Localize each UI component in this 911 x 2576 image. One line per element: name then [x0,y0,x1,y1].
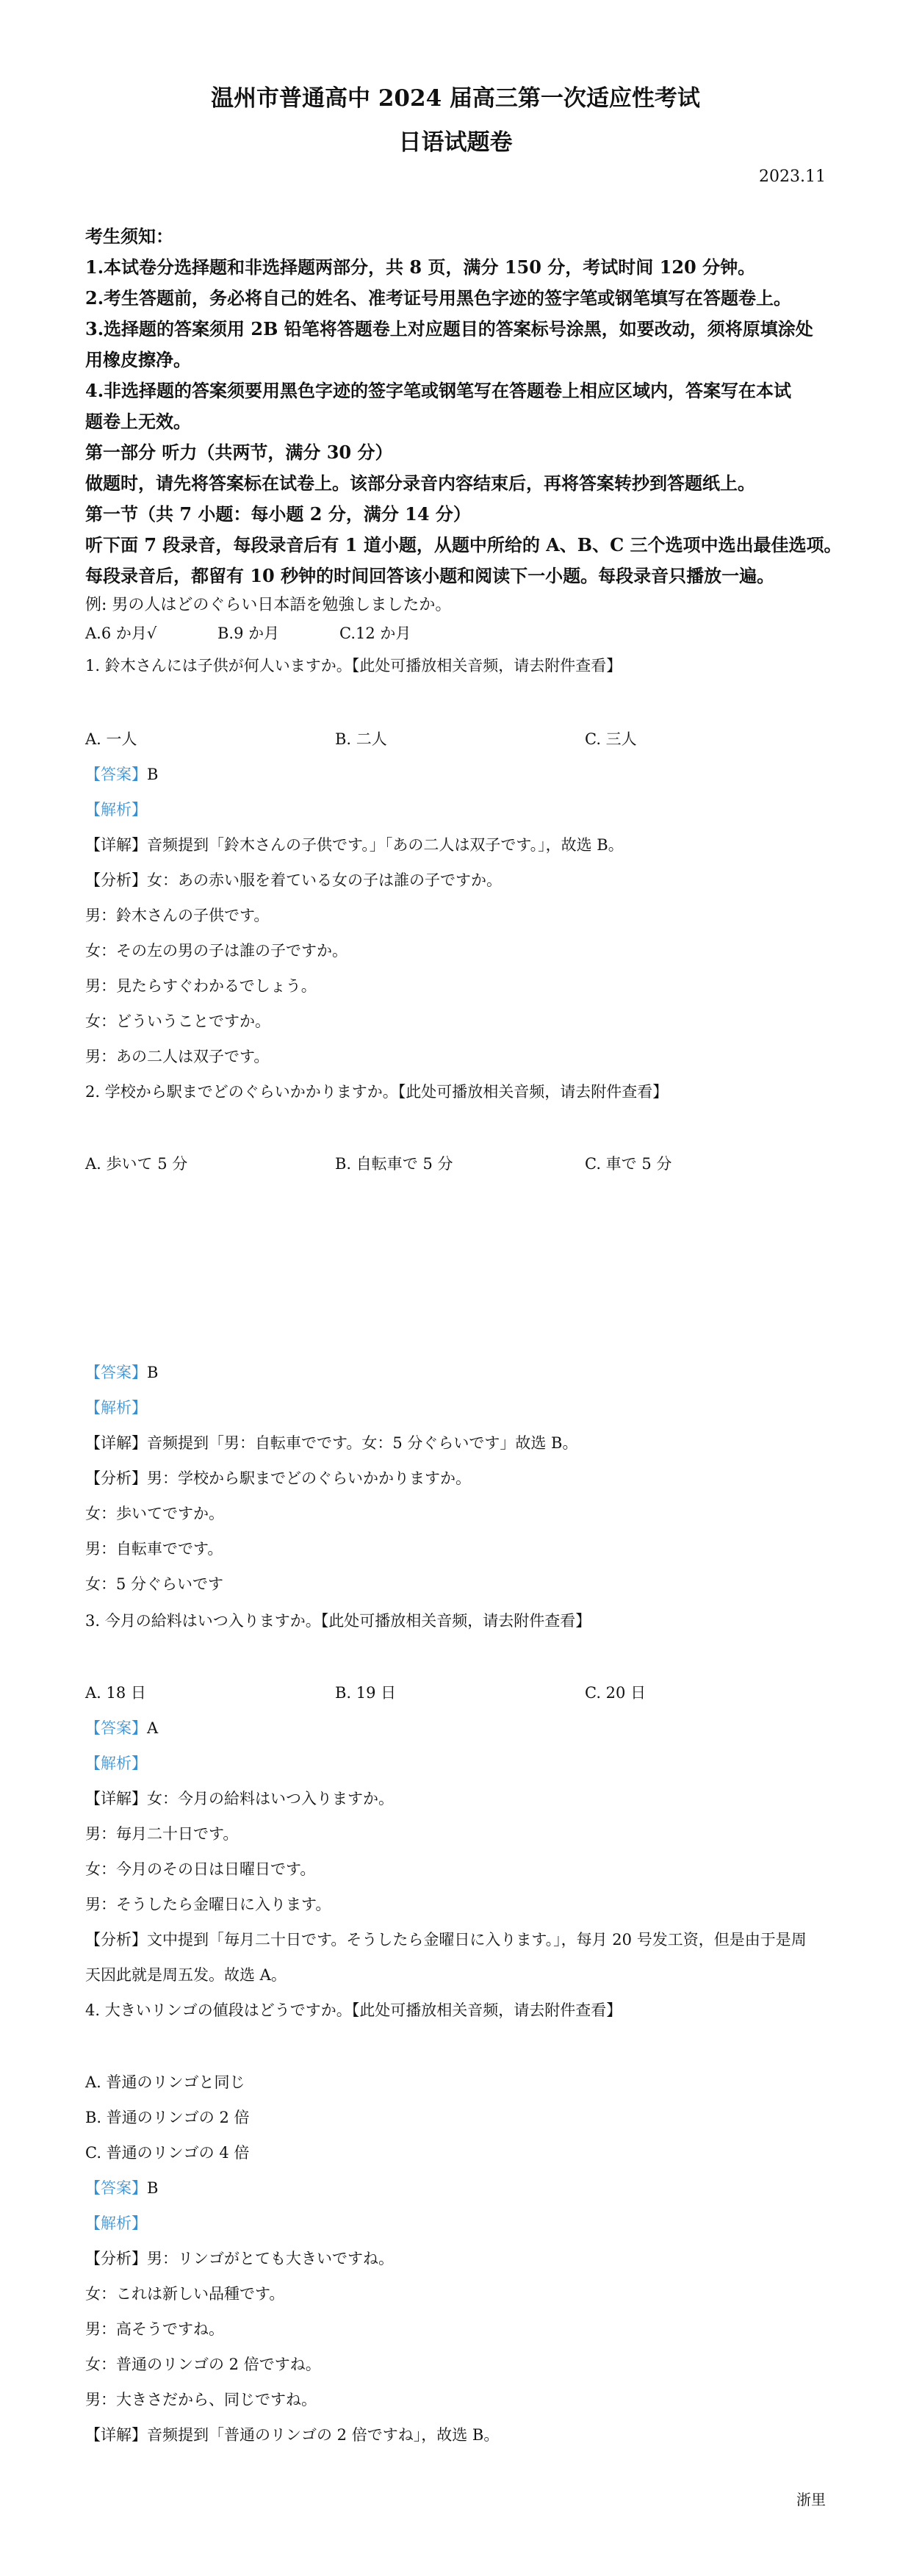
question-3: 3. 今月の給料はいつ入りますか。【此处可播放相关音频，请去附件查看】 [85,1612,591,1630]
notice-line: 用橡皮擦净。 [85,349,191,370]
section-heading: 第一部分 听力（共两节，满分 30 分） [85,442,393,463]
notice-line: 3.选择题的答案须用 2B 铅笔将答题卷上对应题目的答案标号涂黑，如要改动，须将原填涂处 [85,318,813,339]
answer-value: A [147,1719,159,1737]
q4-option-b: B. 普通のリンゴの 2 倍 [85,2109,250,2126]
q1-explanation-line: 【分析】女：あの赤い服を着ている女の子は誰の子ですか。 [85,871,502,889]
q1-explanation-line: 【详解】音频提到「鈴木さんの子供です。」「あの二人は双子です。」，故选 B。 [85,836,624,854]
q3-explanation-line: 男：毎月二十日です。 [85,1825,239,1843]
q3-analysis-tag: 【解析】 [85,1755,147,1772]
q2-explanation-line: 【分析】男：学校から駅までどのぐらいかかりますか。 [85,1469,471,1487]
q2-answer [85,1361,158,1383]
q3-explanation-line: 女：今月のその日は日曜日です。 [85,1860,316,1878]
q4-answer [85,2176,158,2198]
q3-explanation-line: 【详解】女：今月の給料はいつ入りますか。 [85,1790,394,1807]
page-footer: 浙里 [796,2491,826,2508]
q4-option-a: A. 普通のリンゴと同じ [85,2073,245,2091]
subsection-heading: 第一节（共 7 小题：每小题 2 分，满分 14 分） [85,503,471,525]
notice-line: 题卷上无效。 [85,411,191,432]
answer-value: B [147,1364,159,1381]
q2-explanation-line: 【详解】音频提到「男：自転車でです。女：5 分ぐらいです」故选 B。 [85,1434,578,1452]
q1-explanation-line: 男：見たらすぐわかるでしょう。 [85,977,317,995]
example-option-b: B.9 か月 [217,625,280,642]
q1-explanation-line: 女：その左の男の子は誰の子ですか。 [85,942,348,960]
q4-explanation-line: 男：高そうですね。 [85,2320,224,2338]
answer-value: B [147,766,159,783]
answer-tag: 【答案】 [85,1719,147,1737]
q3-explanation-line: 男：そうしたら金曜日に入ります。 [85,1896,331,1913]
answer-value: B [147,2179,159,2197]
q1-option-a: A. 一人 [85,730,137,748]
q1-answer [85,763,158,785]
question-1: 1. 鈴木さんには子供が何人いますか。【此处可播放相关音频，请去附件查看】 [85,657,622,674]
q1-explanation-line: 男：あの二人は双子です。 [85,1048,270,1065]
notice-line: 做题时，请先将答案标在试卷上。该部分录音内容结束后，再将答案转抄到答题纸上。 [85,472,755,494]
answer-tag: 【答案】 [85,766,147,783]
q4-explanation-line: 女：これは新しい品種です。 [85,2285,285,2303]
q3-option-a: A. 18 日 [85,1684,146,1702]
q2-explanation-line: 男：自転車でです。 [85,1540,223,1558]
q2-option-b: B. 自転車で 5 分 [335,1155,453,1173]
question-4: 4. 大きいリンゴの値段はどうですか。【此处可播放相关音频，请去附件查看】 [85,2001,622,2019]
example-question: 例: 男の人はどのぐらい日本語を勉強しましたか。 [85,596,452,614]
notice-heading: 考生须知： [85,226,173,247]
q2-analysis-tag: 【解析】 [85,1399,147,1417]
q1-explanation-line: 男：鈴木さんの子供です。 [85,907,270,924]
answer-tag: 【答案】 [85,2179,147,2197]
q2-explanation-line: 女：5 分ぐらいです [85,1575,224,1593]
notice-line: 2.考生答题前，务必将自己的姓名、准考证号用黑色字迹的签字笔或钢笔填写在答题卷上。 [85,287,792,309]
q3-answer [85,1716,158,1738]
notice-line: 每段录音后，都留有 10 秒钟的时间回答该小题和阅读下一小题。每段录音只播放一遍。 [85,565,775,586]
exam-subtitle: 日语试题卷 [398,129,513,156]
q4-explanation-line: 【详解】音频提到「普通のリンゴの 2 倍ですね」，故选 B。 [85,2426,500,2444]
answer-tag: 【答案】 [85,1364,147,1381]
notice-line: 4.非选择题的答案须要用黑色字迹的签字笔或钢笔写在答题卷上相应区域内，答案写在本试 [85,380,792,401]
q4-explanation-line: 女：普通のリンゴの 2 倍ですね。 [85,2356,321,2373]
example-option-c: C.12 か月 [339,625,411,642]
q2-option-a: A. 歩いて 5 分 [85,1155,188,1173]
notice-line: 听下面 7 段录音，每段录音后有 1 道小题，从题中所给的 A、B、C 三个选项中选出最佳选项。 [85,534,842,555]
exam-title: 温州市普通高中 2024 届高三第一次适应性考试 [211,85,700,112]
q2-option-c: C. 車で 5 分 [585,1155,672,1173]
question-2: 2. 学校から駅までどのぐらいかかりますか。【此处可播放相关音频，请去附件查看】 [85,1083,669,1101]
q1-option-c: C. 三人 [585,730,637,748]
q1-option-b: B. 二人 [335,730,387,748]
q1-analysis-tag: 【解析】 [85,801,147,819]
q3-option-c: C. 20 日 [585,1684,647,1702]
q3-explanation-line: 天因此就是周五发。故选 A。 [85,1966,287,1984]
example-option-a: A.6 か月√ [85,625,157,642]
q4-explanation-line: 男：大きさだから、同じですね。 [85,2391,317,2408]
q1-explanation-line: 女：どういうことですか。 [85,1012,270,1030]
q4-explanation-line: 【分析】男：リンゴがとても大きいですね。 [85,2250,394,2267]
q4-analysis-tag: 【解析】 [85,2215,147,2232]
exam-date: 2023.11 [759,168,826,186]
q4-option-c: C. 普通のリンゴの 4 倍 [85,2144,250,2162]
notice-line: 1.本试卷分选择题和非选择题两部分，共 8 页，满分 150 分，考试时间 120 分钟。 [85,256,756,278]
q3-explanation-line: 【分析】文中提到「毎月二十日です。そうしたら金曜日に入ります。」，每月 20 号发工资，但是由于是周 [85,1931,807,1949]
q2-explanation-line: 女：歩いてですか。 [85,1505,224,1522]
q3-option-b: B. 19 日 [335,1684,397,1702]
